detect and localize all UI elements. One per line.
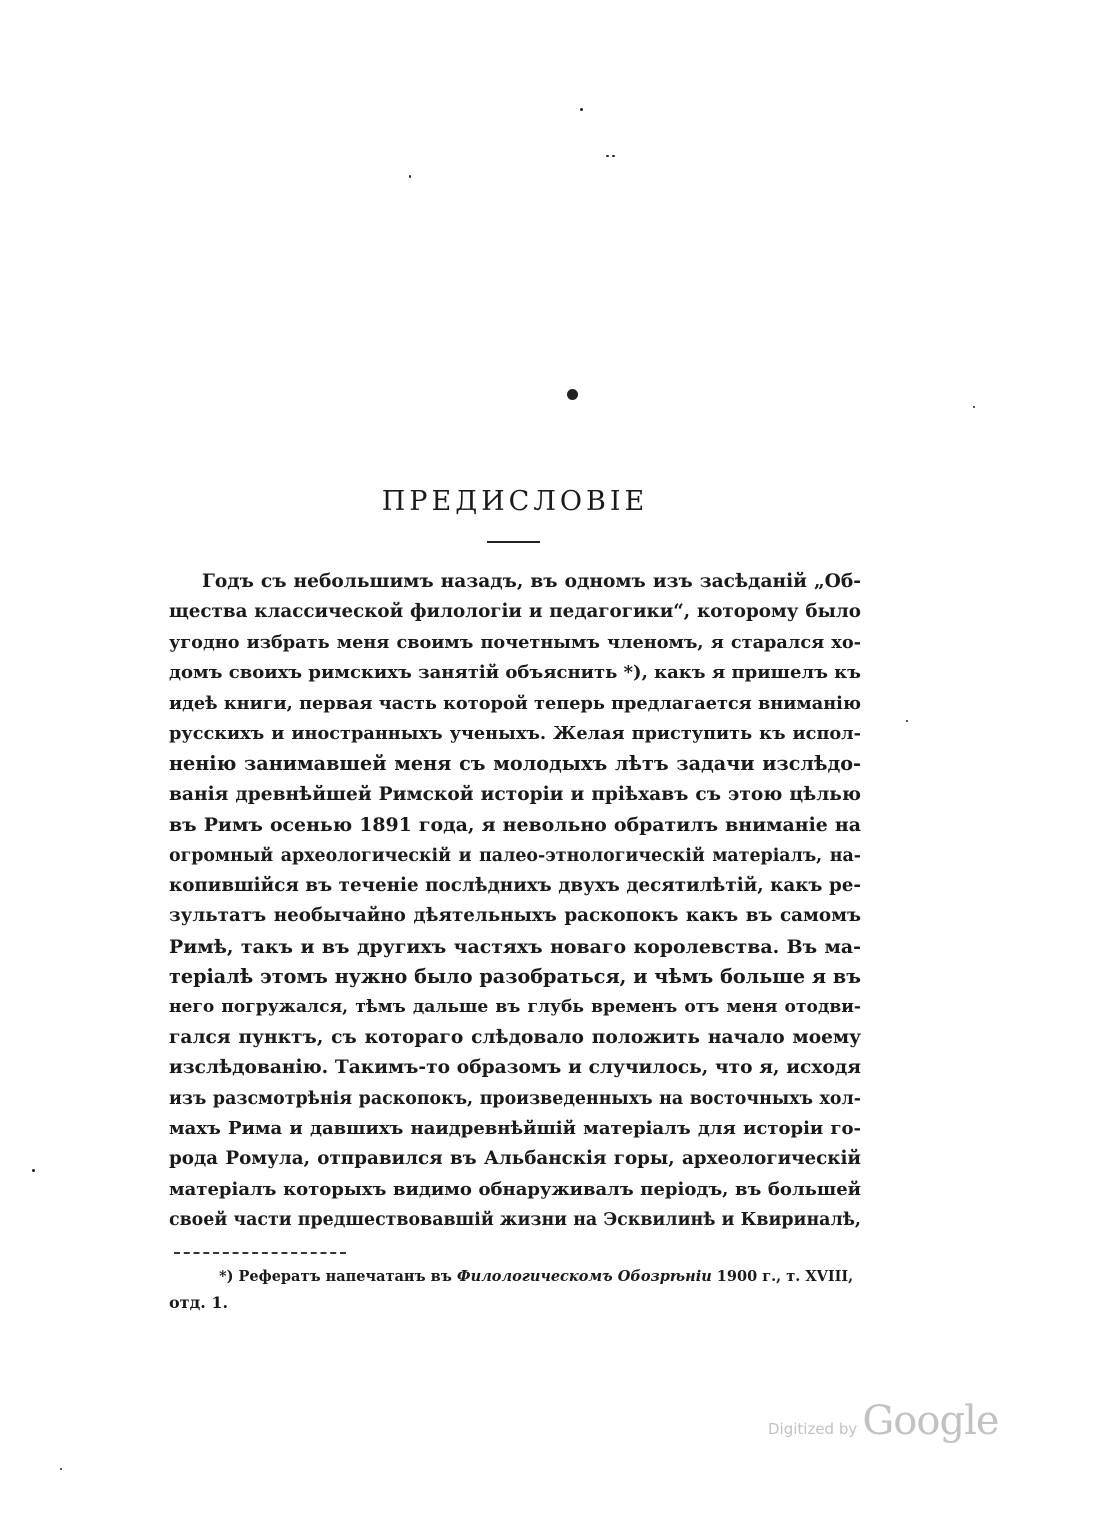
text-line: ненію занимавшей меня съ молодыхъ лѣтъ задачи изслѣдо-: [169, 752, 861, 776]
text-line: русскихъ и иностранныхъ ученыхъ. Желая приступить къ испол-: [169, 722, 861, 744]
text-line: зультатъ необычайно дѣятельныхъ раскопокъ какъ въ самомъ: [169, 905, 861, 927]
text-line: домъ своихъ римскихъ занятій объяснить *), какъ я пришелъ къ: [169, 662, 861, 684]
footnote-line: [169, 1264, 861, 1290]
footnote-tail: 1900 г., т. XVIII,: [711, 1268, 854, 1285]
text-line: изъ разсмотрѣнія раскопокъ, произведенныхъ на восточныхъ хол-: [169, 1088, 861, 1109]
scan-speck: [409, 175, 411, 178]
footnote-lead: *) Рефератъ напечатанъ въ: [219, 1268, 457, 1285]
text-line: него погружался, тѣмъ дальше въ глубь временъ отъ меня отодви-: [169, 997, 861, 1018]
text-line: копившійся въ теченіе послѣднихъ двухъ десятилѣтій, какъ ре-: [169, 874, 861, 896]
text-line: ванія древнѣйшей Римской исторіи и пріѣхавъ съ этою цѣлью: [169, 783, 861, 805]
text-line: щества классической филологіи и педагогики“, которому было: [169, 601, 861, 623]
scan-speck: [612, 155, 615, 157]
text-line: изслѣдованію. Такимъ-то образомъ и случилось, что я, исходя: [169, 1057, 861, 1079]
text-line: теріалѣ этомъ нужно было разобраться, и чѣмъ больше я въ: [169, 965, 861, 989]
footnote-separator: [174, 1252, 346, 1255]
scan-speck: [906, 720, 908, 722]
digitized-watermark: [768, 1398, 998, 1448]
watermark-prefix: Digitized by: [768, 1420, 858, 1438]
page-heading: ПРЕДИСЛОВІЕ: [381, 486, 649, 517]
text-line: Римѣ, такъ и въ другихъ частяхъ новаго королевства. Въ ма-: [169, 935, 861, 958]
scan-speck: [580, 108, 583, 111]
text-line: своей части предшествовавшій жизни на Эсквилинѣ и Квириналѣ,: [169, 1210, 861, 1231]
preface-body: [169, 567, 861, 1236]
text-line: рода Ромула, отправился въ Альбанскія горы, археологическій: [169, 1148, 861, 1170]
text-line: въ Римъ осенью 1891 года, я невольно обратилъ вниманіе на: [169, 814, 861, 837]
text-line: угодно избрать меня своимъ почетнымъ членомъ, я старался хо-: [169, 631, 861, 653]
text-line: огромный археологическій и палео-этнологическій матеріалъ, на-: [169, 845, 861, 866]
footnote-journal-title: Филологическомъ Обозрѣніи: [456, 1268, 712, 1285]
scan-speck: [973, 406, 975, 408]
text-line: матеріалъ которыхъ видимо обнаруживалъ періодъ, въ большей: [169, 1178, 861, 1200]
ink-blot: [567, 389, 578, 400]
scan-speck: [60, 1468, 62, 1470]
text-line: Годъ съ небольшимъ назадъ, въ одномъ изъ засѣданій „Об-: [202, 571, 861, 592]
heading-rule: [487, 541, 540, 543]
footnote: [169, 1264, 861, 1316]
text-line: идеѣ книги, первая часть которой теперь предлагается вниманію: [169, 692, 861, 714]
scan-speck: [32, 1169, 35, 1172]
scan-speck: [606, 155, 609, 157]
google-logo: Google: [862, 1398, 999, 1444]
text-line: махъ Рима и давшихъ наидревнѣйшій матеріалъ для исторіи го-: [169, 1118, 861, 1140]
footnote-line: отд. 1.: [169, 1293, 229, 1312]
text-line: гался пунктъ, съ котораго слѣдовало положить начало моему: [169, 1026, 861, 1048]
